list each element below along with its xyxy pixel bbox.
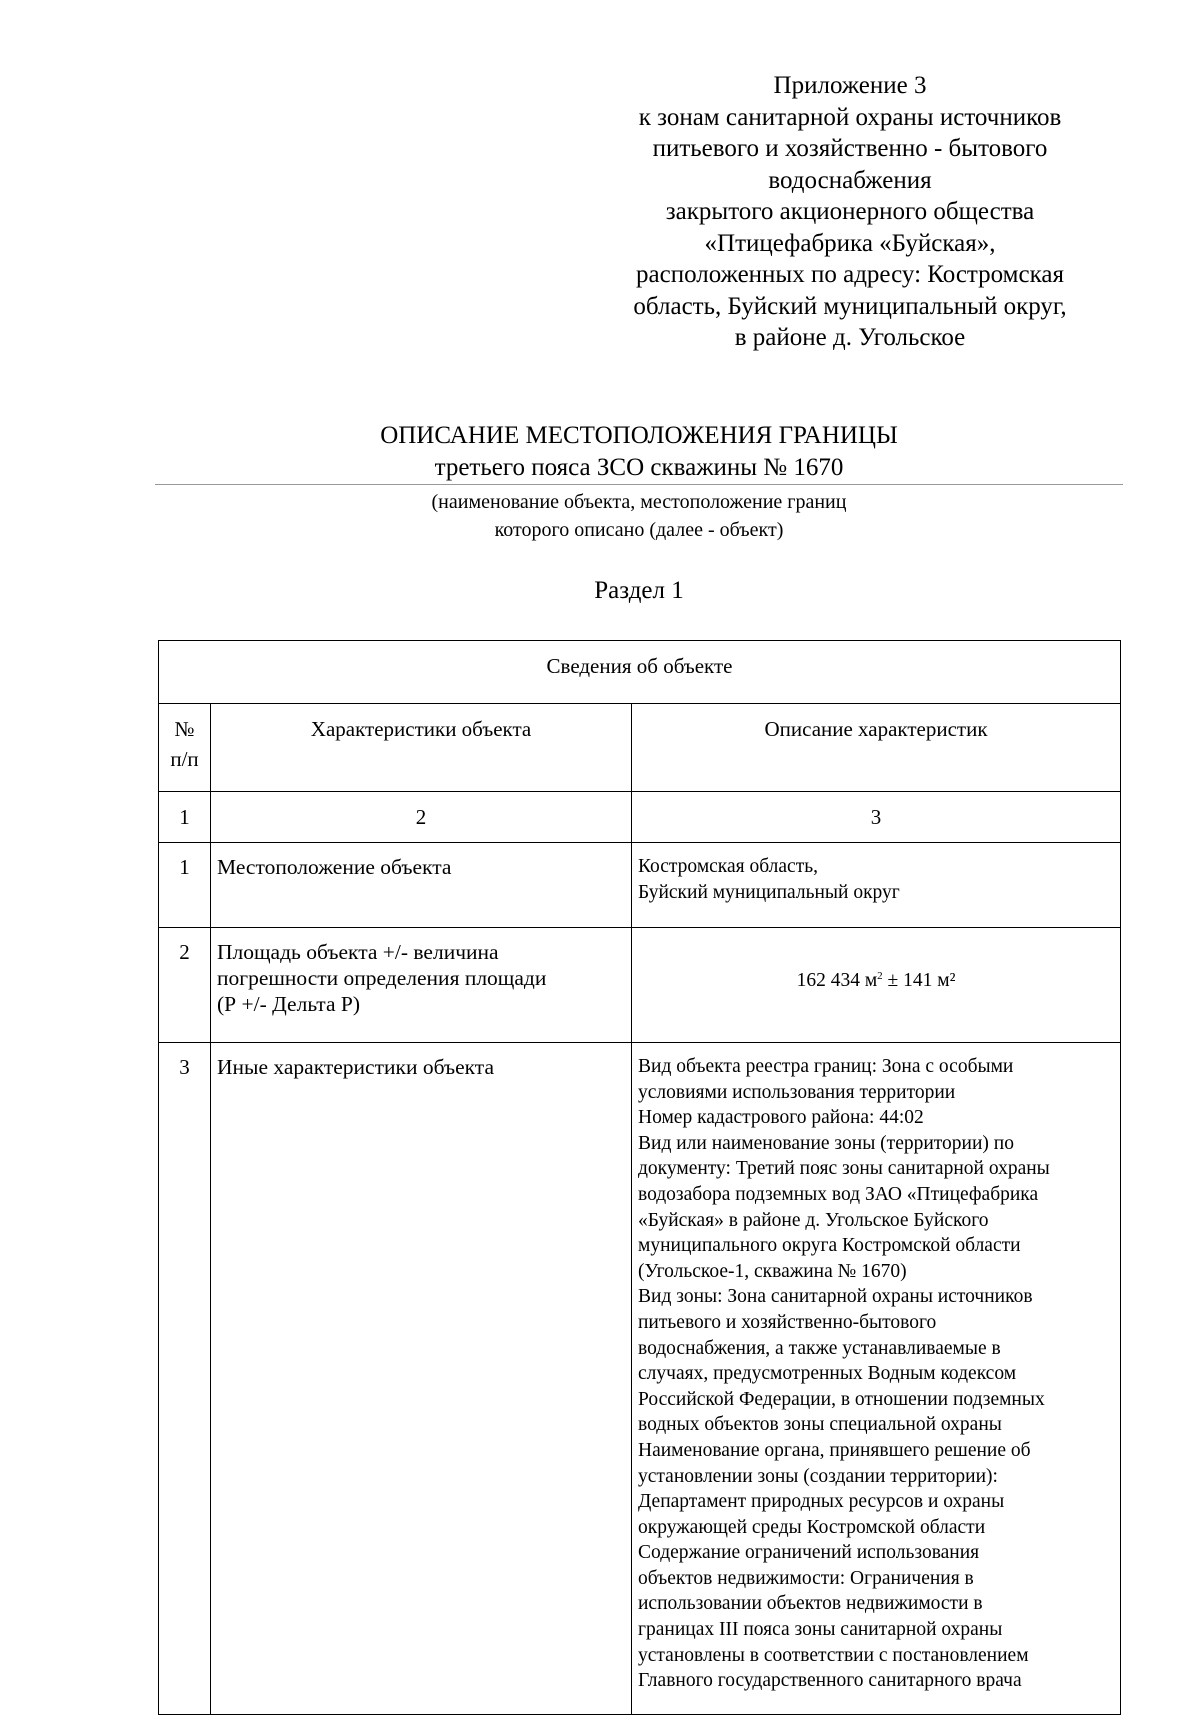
- table-header-row: [159, 704, 1121, 792]
- col-header-description: Описание характеристик: [632, 704, 1121, 792]
- description-line: Содержание ограничений использования: [638, 1542, 980, 1564]
- description-line: условиями использования территории: [638, 1081, 956, 1103]
- description-line: Департамент природных ресурсов и охраны: [638, 1491, 1005, 1513]
- characteristic-line: погрешности определения площади: [217, 966, 547, 990]
- appendix-line: расположенных по адресу: Костромская: [636, 261, 1064, 288]
- description-line: Буйский муниципальный округ: [638, 881, 900, 903]
- appendix-line: в районе д. Угольское: [734, 324, 966, 351]
- description-line: установлены в соответствии с постановлением: [638, 1644, 1029, 1666]
- appendix-line: область, Буйский муниципальный округ,: [633, 292, 1067, 320]
- title-underline: [155, 484, 1123, 485]
- description-line: случаях, предусмотренных Водным кодексом: [638, 1363, 1017, 1385]
- section-heading: Раздел 1: [594, 577, 684, 604]
- row-number: 3: [159, 1043, 211, 1715]
- index-cell: 1: [159, 792, 211, 843]
- description-line: окружающей среды Костромской области: [638, 1516, 986, 1538]
- description-line: Главного государственного санитарного врача: [638, 1670, 1022, 1692]
- caption-line-1: (наименование объекта, местоположение границ: [431, 491, 847, 513]
- col-header-characteristic: Характеристики объекта: [211, 704, 632, 792]
- table-row: [159, 928, 1121, 1043]
- row-description: [632, 1043, 1121, 1715]
- appendix-header: [620, 70, 1080, 354]
- appendix-line: закрытого акционерного общества: [665, 198, 1035, 225]
- description-line: питьевого и хозяйственно-бытового: [638, 1311, 937, 1333]
- table-index-row: [159, 792, 1121, 843]
- row-number: 2: [159, 928, 211, 1043]
- appendix-line: Приложение 3: [773, 72, 927, 99]
- description-line: Вид или наименование зоны (территории) по: [638, 1132, 1014, 1154]
- title-line-1: ОПИСАНИЕ МЕСТОПОЛОЖЕНИЯ ГРАНИЦЫ: [380, 422, 898, 449]
- row-characteristic: Иные характеристики объекта: [211, 1043, 632, 1715]
- characteristic-line: (Р +/- Дельта Р): [217, 992, 361, 1016]
- characteristic-line: Площадь объекта +/- величина: [217, 940, 499, 964]
- table-title: Сведения об объекте: [159, 641, 1121, 704]
- row-description: [632, 843, 1121, 928]
- appendix-line: питьевого и хозяйственно - бытового: [652, 135, 1048, 162]
- row-number: 1: [159, 843, 211, 928]
- description-line: водозабора подземных вод ЗАО «Птицефабрика: [638, 1183, 1039, 1205]
- description-line: Вид объекта реестра границ: Зона с особыми: [638, 1056, 1014, 1077]
- description-line: муниципального округа Костромской области: [638, 1235, 1021, 1257]
- description-line: (Угольское-1, скважина № 1670): [638, 1260, 907, 1282]
- title-line-2: третьего пояса ЗСО скважины № 1670: [434, 454, 844, 481]
- area-error-unit: м²: [932, 970, 956, 991]
- index-cell: 2: [211, 792, 632, 843]
- object-info-table: [158, 640, 1121, 1715]
- description-line: Наименование органа, принявшего решение об: [638, 1439, 1031, 1461]
- table-row: [159, 843, 1121, 928]
- document-title: [155, 420, 1123, 484]
- appendix-line: водоснабжения: [768, 166, 932, 194]
- area-number: 162 434: [796, 970, 860, 991]
- area-error: 141: [903, 970, 933, 991]
- title-caption: [155, 488, 1123, 544]
- appendix-line: к зонам санитарной охраны источников: [638, 103, 1062, 131]
- description-line: водоснабжения, а также устанавливаемые в: [638, 1337, 1001, 1359]
- area-value: [632, 928, 1121, 1043]
- col-header-number-line2: п/п: [170, 747, 199, 771]
- area-unit-superscript: 2: [877, 970, 883, 982]
- description-line: Вид зоны: Зона санитарной охраны источников: [638, 1286, 1033, 1308]
- caption-line-2: которого описано (далее - объект): [494, 519, 784, 541]
- description-line: Костромская область,: [638, 856, 819, 877]
- description-line: Российской Федерации, в отношении подземных: [638, 1388, 1045, 1410]
- description-line: установлении зоны (создании территории):: [638, 1465, 998, 1487]
- description-line: водных объектов зоны специальной охраны: [638, 1414, 1002, 1436]
- description-line: Номер кадастрового района: 44:02: [638, 1107, 924, 1129]
- table-row: [159, 1043, 1121, 1715]
- row-characteristic: [211, 928, 632, 1043]
- description-line: объектов недвижимости: Ограничения в: [638, 1567, 974, 1589]
- description-line: границах III пояса зоны санитарной охраны: [638, 1619, 1003, 1641]
- col-header-number: [159, 704, 211, 792]
- area-separator: ±: [882, 970, 904, 991]
- row-characteristic: Местоположение объекта: [211, 843, 632, 928]
- index-cell: 3: [632, 792, 1121, 843]
- appendix-line: «Птицефабрика «Буйская»,: [704, 229, 996, 257]
- description-line: «Буйская» в районе д. Угольское Буйского: [638, 1209, 989, 1231]
- col-header-number-line1: №: [174, 717, 195, 741]
- area-unit: м: [864, 970, 878, 991]
- description-line: использовании объектов недвижимости в: [638, 1593, 983, 1615]
- description-line: документу: Третий пояс зоны санитарной охраны: [638, 1158, 1050, 1180]
